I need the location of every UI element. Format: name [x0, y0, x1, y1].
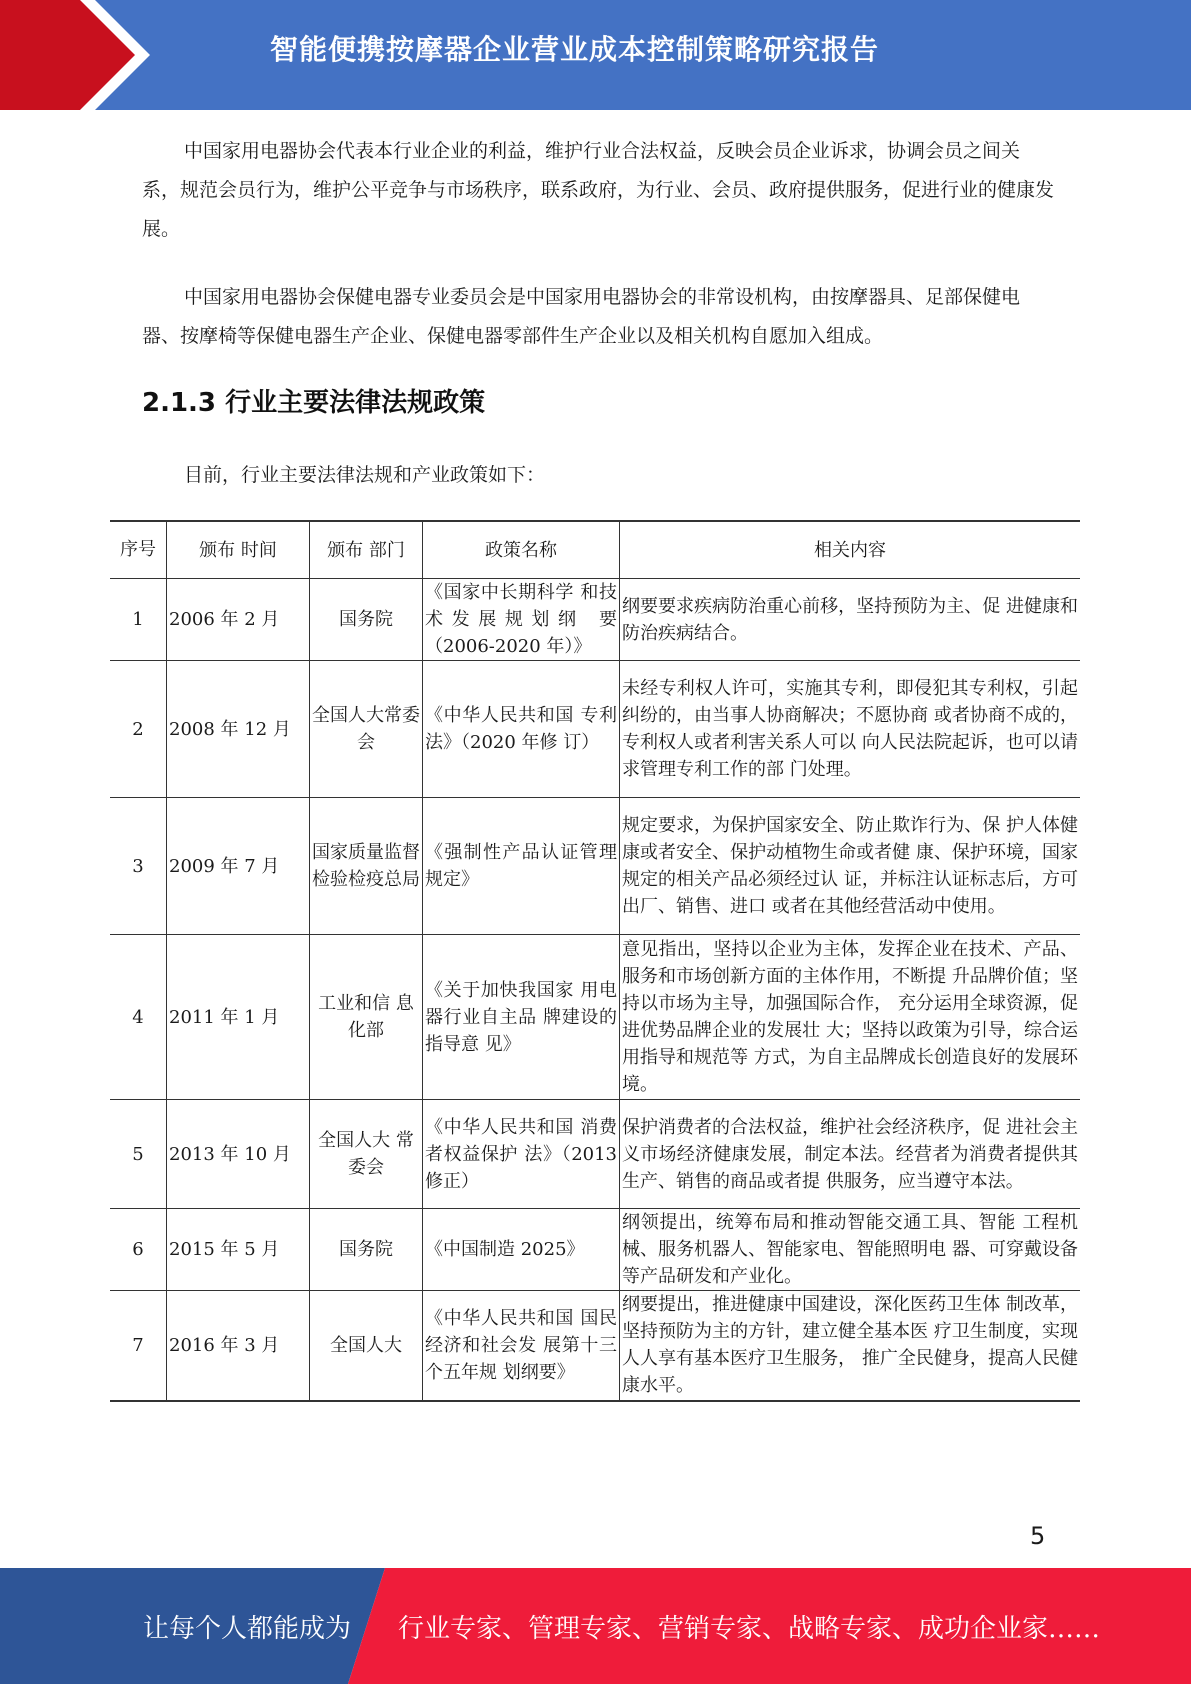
table-row [110, 1100, 1080, 1209]
cell-date: 2011 年 1 月 [167, 935, 310, 1100]
cell-content: 纲领提出，统筹布局和推动智能交通工具、智能 工程机械、服务机器人、智能家电、智能照明电 器、可穿戴设备等产品研发和产业化。 [620, 1209, 1081, 1291]
cell-date: 2006 年 2 月 [167, 579, 310, 661]
cell-policy-name: 《中华人民共和国 国民经济和社会发 展第十三个五年规 划纲要》 [423, 1291, 620, 1401]
page-footer [0, 1568, 1191, 1684]
header-chevron-decoration [0, 0, 170, 110]
cell-dept: 国务院 [310, 1209, 423, 1291]
cell-policy-name: 《国家中长期科学 和技术发展规划纲 要（2006-2020 年）》 [423, 579, 620, 661]
header-content: 相关内容 [620, 521, 1081, 579]
cell-content: 纲要要求疾病防治重心前移，坚持预防为主、促 进健康和防治疾病结合。 [620, 579, 1081, 661]
cell-date: 2015 年 5 月 [167, 1209, 310, 1291]
cell-no: 1 [110, 579, 167, 661]
footer-slogan-right: 行业专家、管理专家、营销专家、战略专家、成功企业家…… [398, 1614, 1101, 1644]
cell-policy-name: 《强制性产品认证管理规定》 [423, 798, 620, 935]
cell-dept: 国务院 [310, 579, 423, 661]
cell-no: 5 [110, 1100, 167, 1209]
cell-no: 7 [110, 1291, 167, 1401]
cell-date: 2008 年 12 月 [167, 661, 310, 798]
page-number: 5 [1030, 1522, 1046, 1550]
cell-no: 6 [110, 1209, 167, 1291]
cell-content: 规定要求，为保护国家安全、防止欺诈行为、保 护人体健康或者安全、保护动植物生命或者健 康、保护环境，国家规定的相关产品必须经过认 证，并标注认证标志后，方可出厂、销售、进口 或者在其他经营活动中使用。 [620, 798, 1081, 935]
cell-no: 3 [110, 798, 167, 935]
section-intro: 目前，行业主要法律法规和产业政策如下： [184, 464, 546, 486]
header-no: 序号 [110, 521, 167, 579]
cell-policy-name: 《中华人民共和国 消费者权益保护 法》（2013 修正） [423, 1100, 620, 1209]
table-header-row [110, 521, 1080, 579]
table-row [110, 661, 1080, 798]
cell-policy-name: 《关于加快我国家 用电器行业自主品 牌建设的指导意 见》 [423, 935, 620, 1100]
table-row [110, 798, 1080, 935]
section-heading: 2.1.3 行业主要法律法规政策 [142, 388, 486, 418]
cell-dept: 国家质量监督检验检疫总局 [310, 798, 423, 935]
cell-content: 未经专利权人许可，实施其专利，即侵犯其专利权，引起纠纷的，由当事人协商解决；不愿协商 或者协商不成的，专利权人或者利害关系人可以 向人民法院起诉，也可以请求管理专利工作的部 门处理。 [620, 661, 1081, 798]
cell-content: 意见指出，坚持以企业为主体，发挥企业在技术、产品、服务和市场创新方面的主体作用，不断提 升品牌价值；坚持以市场为主导，加强国际合作， 充分运用全球资源，促进优势品牌企业的发展壮 大；坚持以政策为引导，综合运用指导和规范等 方式，为自主品牌成长创造良好的发展环境。 [620, 935, 1081, 1100]
report-title: 智能便携按摩器企业营业成本控制策略研究报告 [270, 33, 880, 66]
cell-dept: 全国人大常委会 [310, 661, 423, 798]
cell-policy-name: 《中国制造 2025》 [423, 1209, 620, 1291]
cell-no: 4 [110, 935, 167, 1100]
table-row [110, 1291, 1080, 1401]
cell-no: 2 [110, 661, 167, 798]
footer-slogan-left: 让每个人都能成为 [143, 1614, 352, 1644]
page-header [0, 0, 1191, 110]
cell-dept: 工业和信 息化部 [310, 935, 423, 1100]
cell-content: 纲要提出，推进健康中国建设，深化医药卫生体 制改革，坚持预防为主的方针，建立健全基本医 疗卫生制度，实现人人享有基本医疗卫生服务， 推广全民健身，提高人民健康水平。 [620, 1291, 1081, 1401]
cell-dept: 全国人大 [310, 1291, 423, 1401]
table-row [110, 579, 1080, 661]
cell-date: 2009 年 7 月 [167, 798, 310, 935]
header-date: 颁布 时间 [167, 521, 310, 579]
cell-policy-name: 《中华人民共和国 专利法》（2020 年修 订） [423, 661, 620, 798]
table-row [110, 935, 1080, 1100]
table-row [110, 1209, 1080, 1291]
cell-dept: 全国人大 常委会 [310, 1100, 423, 1209]
cell-content: 保护消费者的合法权益，维护社会经济秩序，促 进社会主义市场经济健康发展，制定本法。经营者为消费者提供其生产、销售的商品或者提 供服务，应当遵守本法。 [620, 1100, 1081, 1209]
cell-date: 2016 年 3 月 [167, 1291, 310, 1401]
header-policy-name: 政策名称 [423, 521, 620, 579]
header-dept: 颁布 部门 [310, 521, 423, 579]
cell-date: 2013 年 10 月 [167, 1100, 310, 1209]
policy-table [110, 520, 1080, 1402]
paragraph-committee: 中国家用电器协会保健电器专业委员会是中国家用电器协会的非常设机构，由按摩器具、足部保健电器、按摩椅等保健电器生产企业、保健电器零部件生产企业以及相关机构自愿加入组成。 [142, 286, 1021, 347]
paragraph-association-role: 中国家用电器协会代表本行业企业的利益，维护行业合法权益，反映会员企业诉求，协调会员之间关系，规范会员行为，维护公平竞争与市场秩序，联系政府，为行业、会员、政府提供服务，促进行业的健康发展。 [142, 140, 1055, 240]
